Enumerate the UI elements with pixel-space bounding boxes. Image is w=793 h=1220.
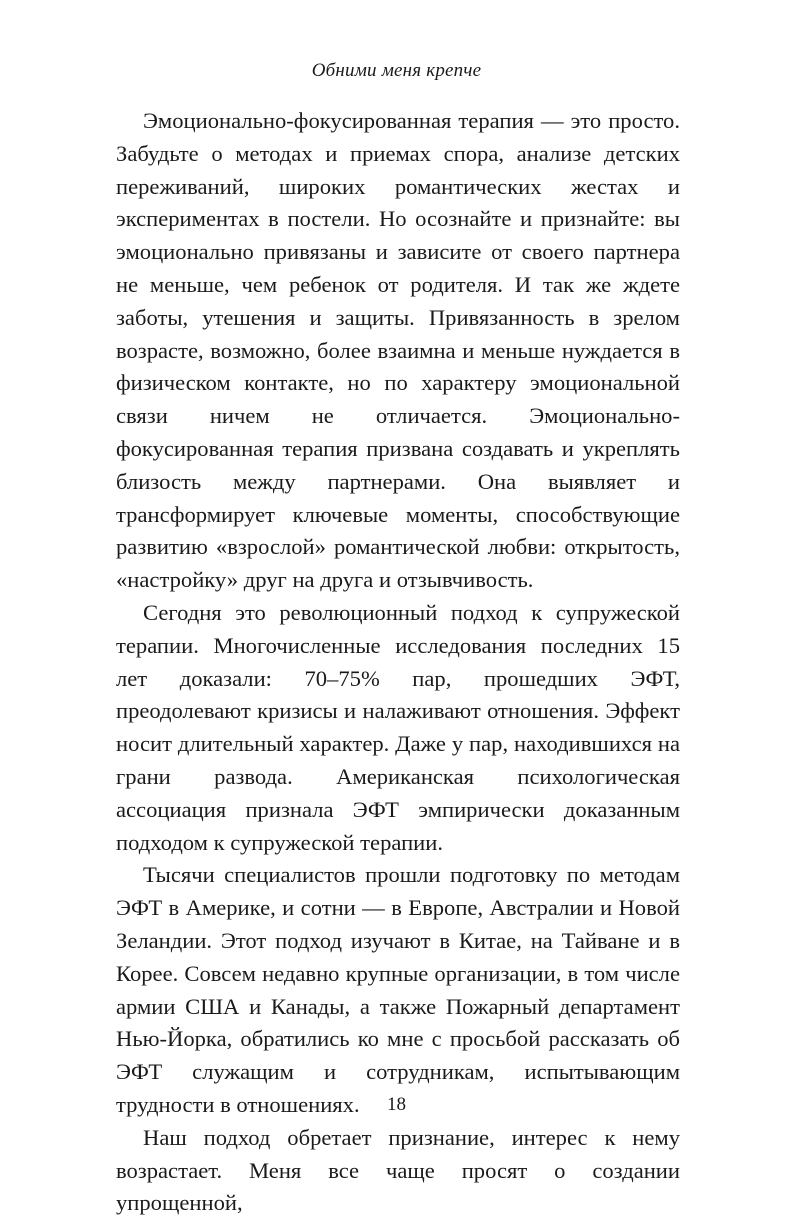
body-text	[116, 105, 680, 1220]
running-head: Обними меня крепче	[311, 60, 482, 81]
paragraph: Эмоционально-фокусированная терапия — это просто. Забудьте о методах и приемах спора, анализе детских переживаний, широких романтических жестах и экспериментах в постели. Но осознайте и признайте: вы эмоционально привязаны и зависите от своего партнера не меньше, чем ребенок от родителя. И так же ждете заботы, утешения и защиты. Привязанность в зрелом возрасте, возможно, более взаимна и меньше нуждается в физическом контакте, но по характеру эмоциональной связи ничем не отличается. Эмоционально-фокусированная терапия призвана создавать и укреплять близость между партнерами. Она выявляет и трансформирует ключевые моменты, способствующие развитию «взрослой» романтической любви: открытость, «настройку» друг на друга и отзывчивость.	[116, 108, 680, 593]
page-number: 18	[387, 1094, 406, 1115]
paragraph: Наш подход обретает признание, интерес к нему возрастает. Меня все чаще просят о создании упрощенной,	[116, 1124, 680, 1216]
paragraph: Сегодня это революционный подход к супружеской терапии. Многочисленные исследования последних 15 лет доказали: 70–75% пар, прошедших ЭФТ, преодолевают кризисы и налаживают отношения. Эффект носит длительный характер. Даже у пар, находившихся на грани развода. Американская психологическая ассоциация признала ЭФТ эмпирически доказанным подходом к супружеской терапии.	[116, 599, 680, 855]
paragraph: Тысячи специалистов прошли подготовку по методам ЭФТ в Америке, и сотни — в Европе, Австралии и Новой Зеландии. Этот подход изучают в Китае, на Тайване и в Корее. Совсем недавно крупные организации, в том числе армии США и Канады, а также Пожарный департамент Нью-Йорка, обратились ко мне с просьбой рассказать об ЭФТ служащим и сотрудникам, испытывающим трудности в отношениях.	[116, 862, 680, 1117]
